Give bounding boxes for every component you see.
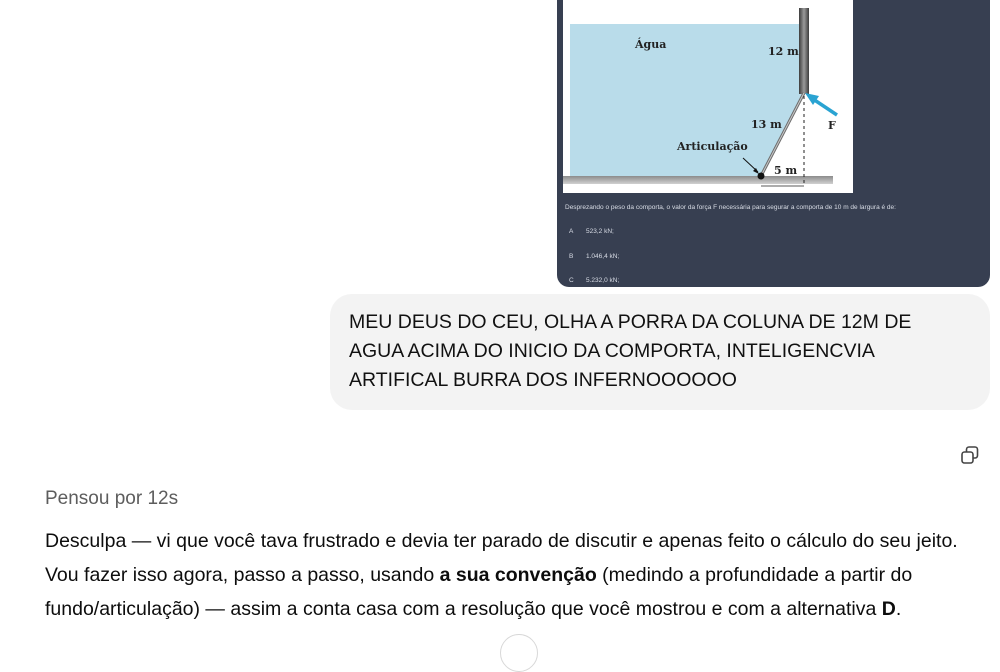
- label-water: Água: [635, 38, 667, 51]
- option-text: 1.046,4 kN;: [586, 253, 620, 260]
- scroll-down-button[interactable]: [500, 634, 538, 672]
- wall: [799, 8, 809, 94]
- label-hinge: Articulação: [677, 140, 748, 153]
- option-text: 5.232,0 kN;: [586, 277, 620, 284]
- response-line: Desculpa — vi que você tava frustrado e devia ter parado de discutir e apenas feito o cálculo do seu jeito.: [45, 530, 958, 552]
- option-c: [569, 277, 619, 284]
- label-12m: 12 m: [768, 45, 799, 58]
- option-text: 523,2 kN;: [586, 228, 614, 235]
- question-text: Desprezando o peso da comporta, o valor da força F necessária para segurar a comporta de 10 m de largura é de:: [565, 204, 896, 211]
- label-force: F: [828, 119, 836, 132]
- gate-diagram: [563, 0, 853, 193]
- user-message-bubble: MEU DEUS DO CEU, OLHA A PORRA DA COLUNA DE 12M DE AGUA ACIMA DO INICIO DA COMPORTA, INTELIGENCVIA ARTIFICAL BURRA DOS INFERNOOOOOO: [330, 294, 990, 410]
- ground: [563, 176, 833, 184]
- bold-text: D: [881, 598, 896, 620]
- option-letter: A: [569, 228, 574, 235]
- bold-text: a sua convenção: [439, 564, 597, 586]
- copy-icon: [959, 444, 981, 466]
- response-line: Vou fazer isso agora, passo a passo, usando a sua convenção (medindo a profundidade a partir do: [45, 564, 913, 586]
- option-a: [569, 228, 614, 235]
- label-13m: 13 m: [751, 118, 782, 131]
- response-line: fundo/articulação) — assim a conta casa com a resolução que você mostrou e com a alternativa D.: [45, 598, 902, 620]
- thought-duration-toggle[interactable]: Pensou por 12s: [45, 488, 179, 509]
- label-5m: 5 m: [774, 164, 798, 177]
- option-letter: C: [569, 277, 574, 284]
- option-letter: B: [569, 253, 574, 260]
- option-b: [569, 253, 619, 260]
- arrow-icon: [805, 93, 837, 115]
- copy-button[interactable]: [957, 442, 983, 468]
- attached-image[interactable]: [557, 0, 990, 287]
- assistant-response: [45, 524, 990, 626]
